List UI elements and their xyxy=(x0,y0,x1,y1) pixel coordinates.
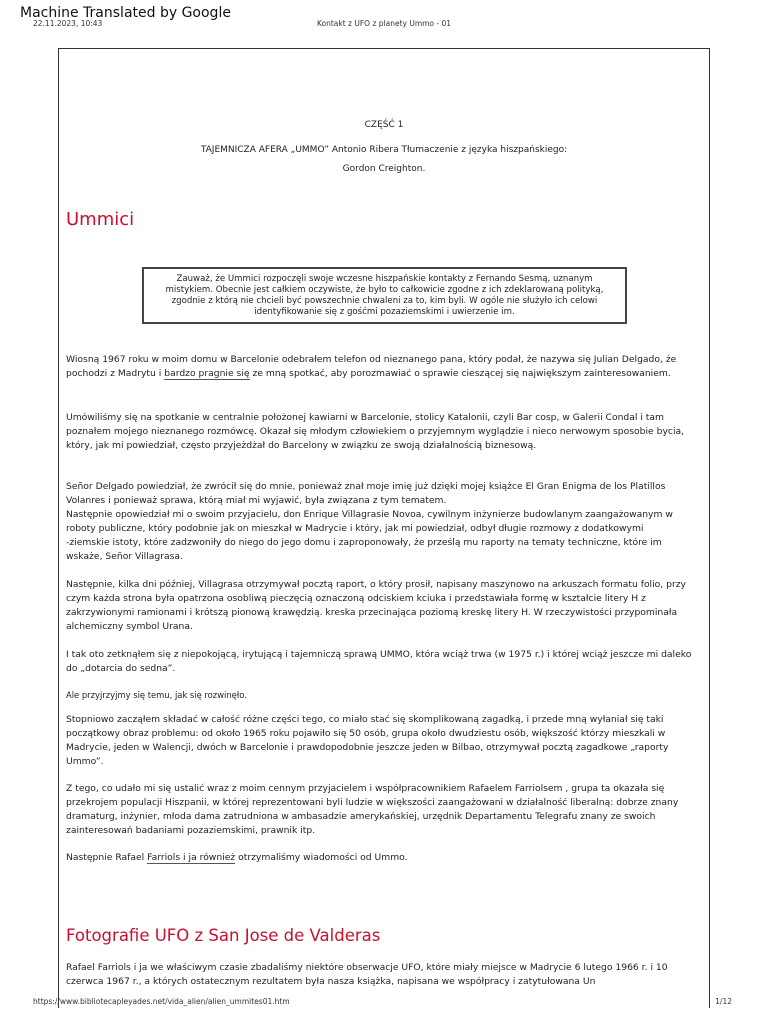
para-line: Volanres i ponieważ sprawa, którą miał mi wyjawić, była związana z tym tematem. xyxy=(66,495,447,506)
para-line xyxy=(66,367,696,381)
para-line: do „dotarcia do sedna”. xyxy=(66,663,176,674)
paragraph-7 xyxy=(66,713,696,769)
para-line: Następnie opowiedział mi o swoim przyjacielu, don Enrique Villagrasie Novoa, cywilnym inżynierze budowlanym zaangażowanym w xyxy=(66,509,673,520)
paragraph-2 xyxy=(66,411,696,453)
para-line: Z tego, co udało mi się ustalić wraz z moim cennym przyjacielem i współpracownikiem Rafaelem Farriolsem , grupa ta okazała się xyxy=(66,783,665,794)
text-run: pochodzi z Madrytu i xyxy=(66,368,165,379)
note-line: identyfikowanie się z gośćmi pozaziemskimi i uwierzenie im. xyxy=(254,307,515,317)
para-line: który, jak mi powiedział, często przyjeżdżał do Barcelony w związku ze swoją działalnością biznesową. xyxy=(66,440,537,451)
para-line: zakrzywionymi ramionami i krótszą pionową krawędzią. kreska przecinająca poziomą kreskę litery H. W rzeczywistości przypominała xyxy=(66,607,678,618)
translator-name: Gordon Creighton. xyxy=(342,164,426,174)
section-heading-photos: Fotografie UFO z San Jose de Valderas xyxy=(66,926,381,945)
para-line: Stopniowo zacząłem składać w całość różne części tego, co miało stać się skomplikowaną zagadką, i przede mną wyłaniał się taki xyxy=(66,714,664,725)
para-line: zainteresowań badaniami pozaziemskimi, prawnik itp. xyxy=(66,825,316,836)
para-line: Rafael Farriols i ja we właściwym czasie zbadaliśmy niektóre obserwacje UFO, które miały miejsce w Madrycie 6 lutego 1966 r. i 10 xyxy=(66,962,668,973)
para-line: alchemiczny symbol Urana. xyxy=(66,621,193,632)
note-line: zgodnie z którą nie chcieli być powszechnie chwaleni za to, kim byli. W ogóle nie służyło ich celowi xyxy=(171,296,598,306)
paragraph-9 xyxy=(66,851,696,865)
para-line: czerwca 1967 r., a których ostatecznym rezultatem była nasza książka, napisana we współpracy i zatytułowana Un xyxy=(66,976,596,987)
paragraph-1 xyxy=(66,353,696,381)
part-label: CZĘŚĆ 1 xyxy=(364,120,404,130)
underlined-text: Farriols i ja również xyxy=(147,852,236,863)
para-line: Ummo”. xyxy=(66,756,104,767)
para-line: Umówiliśmy się na spotkanie w centralnie położonej kawiarni w Barcelonie, stolicy Katalonii, czyli Bar cosp, w Galerii Condal i tam xyxy=(66,412,664,423)
para-line: wskaże, Señor Villagrasa. xyxy=(66,551,183,562)
para-line: -ziemskie istoty, które zadzwoniły do niego do jego domu i zaproponowały, że prześlą mu raporty na tematy techniczne, które im xyxy=(66,537,662,548)
para-line: czym każda strona była opatrzona osobliwą pieczęcią oznaczoną odciskiem kciuka i przedstawiała formę w kształcie litery H z xyxy=(66,593,646,604)
book-title-line: TAJEMNICZA AFERA „UMMO” Antonio Ribera Tłumaczenie z języka hiszpańskiego: xyxy=(200,145,568,155)
paragraph-3 xyxy=(66,480,696,564)
para-line: Następnie, kilka dni później, Villagrasa otrzymywał pocztą raport, o który prosił, napisany maszynowo na arkuszach formatu folio, przy xyxy=(66,579,686,590)
para-line: poznałem mojego nieznanego rozmówcę. Okazał się młodym człowiekiem o przyjemnym wyglądzie i nieco nerwowym sposobie bycia, xyxy=(66,426,685,437)
para-line: przekrojem populacji Hiszpanii, w której reprezentowani byli ludzie w większości zaangażowani w działalność liberalną: dobrze znany xyxy=(66,797,679,808)
para-line: Señor Delgado powiedział, że zwrócił się do mnie, ponieważ znał moje imię już dzięki mojej książce El Gran Enigma de los Platillos xyxy=(66,481,666,492)
paragraph-8 xyxy=(66,782,696,838)
para-line: I tak oto zetknąłem się z niepokojącą, irytującą i tajemniczą sprawą UMMO, która wciąż trwa (w 1975 r.) i której wciąż jeszcze mi daleko xyxy=(66,649,692,660)
text-run: otrzymaliśmy wiadomości od Ummo. xyxy=(235,852,408,863)
underlined-text: bardzo pragnie się xyxy=(164,368,250,379)
paragraph-s2-1 xyxy=(66,961,696,989)
paragraph-4 xyxy=(66,578,696,634)
para-line: Madrycie, jeden w Walencji, dwóch w Barcelonie i prawdopodobnie jeszcze jeden w Bilbao, otrzymywał pocztą zagadkowe „raporty xyxy=(66,742,669,753)
machine-translation-banner: Machine Translated by Google xyxy=(20,5,231,21)
paragraph-5 xyxy=(66,648,696,676)
para-line: roboty publiczne, który podobnie jak on mieszkał w Madrycie i który, jak mi powiedział, odbył długie rozmowy z dodatkowymi xyxy=(66,523,644,534)
page-url: https://www.bibliotecapleyades.net/vida_alien/alien_ummites01.htm xyxy=(33,997,290,1006)
para-line: Wiosną 1967 roku w moim domu w Barcelonie odebrałem telefon od nieznanego pana, który podał, że nazywa się Julian Delgado, że xyxy=(66,354,677,365)
para-line: dramaturg, inżynier, młoda dama zatrudniona w ambasadzie amerykańskiej, urzędnik Departamentu Telegrafu znany ze swoich xyxy=(66,811,656,822)
page-number: 1/12 xyxy=(715,997,732,1006)
paragraph-6: Ale przyjrzyjmy się temu, jak się rozwinęło. xyxy=(66,690,247,700)
print-title: Kontakt z UFO z planety Ummo - 01 xyxy=(316,19,452,28)
section-heading-ummici: Ummici xyxy=(66,209,135,230)
editor-note-box xyxy=(142,267,627,324)
note-line: Zauważ, że Ummici rozpoczęli swoje wczesne hiszpańskie kontakty z Fernando Sesmą, uznanym xyxy=(176,274,593,284)
print-date: 22.11.2023, 10:43 xyxy=(33,19,103,28)
note-line: mistykiem. Obecnie jest całkiem oczywiste, że było to całkowicie zgodne z ich zdeklarowaną polityką, xyxy=(165,285,604,295)
text-run: ze mną spotkać, aby porozmawiać o sprawie cieszącej się największym zainteresowaniem. xyxy=(249,368,671,379)
para-line: początkowy obraz problemu: od około 1965 roku pojawiło się 50 osób, grupa około dwudziestu osób, większość którzy mieszkali w xyxy=(66,728,666,739)
text-run: Następnie Rafael xyxy=(66,852,148,863)
